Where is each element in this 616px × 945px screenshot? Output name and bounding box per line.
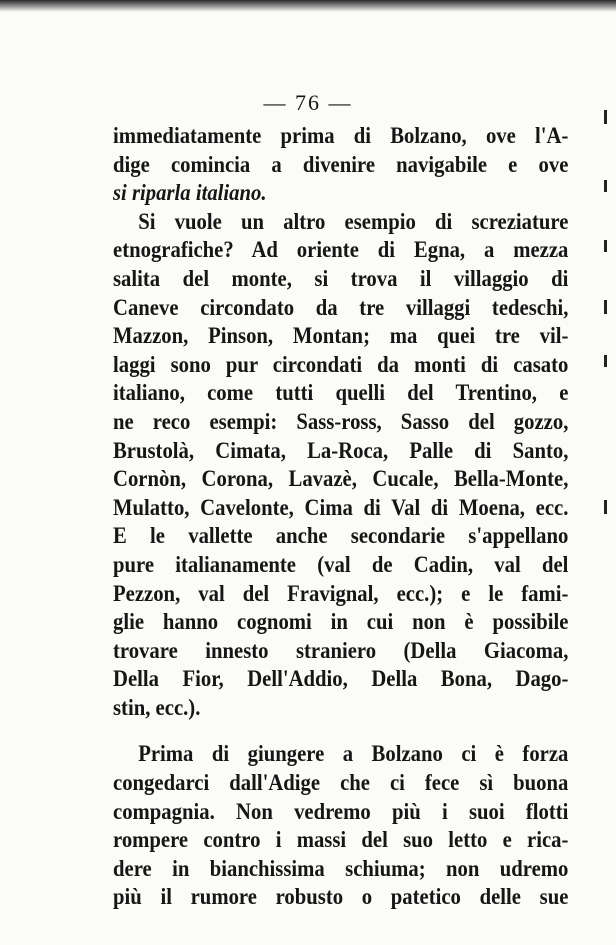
text-line: etnografiche? Ad oriente di Egna, a mezza (113, 237, 569, 263)
text-line: trovare innesto straniero (Della Giacoma, (113, 637, 569, 663)
page-number: — 76 — (263, 90, 353, 115)
text-line: salita del monte, si trova il villaggio di (113, 265, 569, 291)
text-line: più il rumore robusto o patetico delle sue (113, 884, 569, 910)
text-line: dere in bianchissima schiuma; non udremo (113, 855, 569, 881)
scan-top-edge (0, 0, 616, 12)
text-line: Mulatto, Cavelonte, Cima di Val di Moena, ecc. (113, 494, 569, 520)
text-line: glie hanno cognomi in cui non è possibile (113, 609, 569, 635)
scan-right-margin (596, 0, 616, 945)
text-line: rompere contro i massi del suo letto e rica- (113, 827, 569, 853)
text-line: Prima di giungere a Bolzano ci è forza (138, 741, 569, 767)
text-line: Mazzon, Pinson, Montan; ma quei tre vil- (113, 323, 569, 349)
text-line: Caneve circondato da tre villaggi tedeschi, (113, 294, 569, 320)
paragraph-gap (113, 722, 569, 740)
paragraph-2 (113, 208, 569, 723)
body-text (113, 122, 569, 912)
text-line: Cornòn, Corona, Lavazè, Cucale, Bella-Monte, (113, 466, 569, 492)
text-line: pure italianamente (val de Cadin, val del (113, 551, 569, 577)
text-line: immediatamente prima di Bolzano, ove l'A- (113, 123, 569, 148)
paragraph-3 (113, 740, 569, 912)
text-line: dige comincia a divenire navigabile e ove (113, 151, 569, 177)
text-line-italic: si riparla italiano. (113, 180, 267, 206)
text-line: italiano, come tutti quelli del Trentino, e (113, 380, 569, 406)
text-line: congedarci dall'Adige che ci fece sì buona (113, 770, 569, 796)
text-line: Pezzon, val del Fravignal, ecc.); e le fami- (113, 580, 569, 606)
text-line: Si vuole un altro esempio di screziature (138, 208, 569, 234)
text-line: Della Fior, Dell'Addio, Della Bona, Dago- (113, 666, 569, 692)
text-line: ne reco esempi: Sass-ross, Sasso del gozzo, (113, 408, 569, 434)
text-line: Brustolà, Cimata, La-Roca, Palle di Santo, (113, 437, 569, 463)
paragraph-1 (113, 122, 569, 208)
text-line: compagnia. Non vedremo più i suoi flotti (113, 798, 569, 824)
text-line: laggi sono pur circondati da monti di casato (113, 351, 569, 377)
text-line: stin, ecc.). (113, 694, 201, 720)
text-line: E le vallette anche secondarie s'appellano (113, 523, 569, 549)
